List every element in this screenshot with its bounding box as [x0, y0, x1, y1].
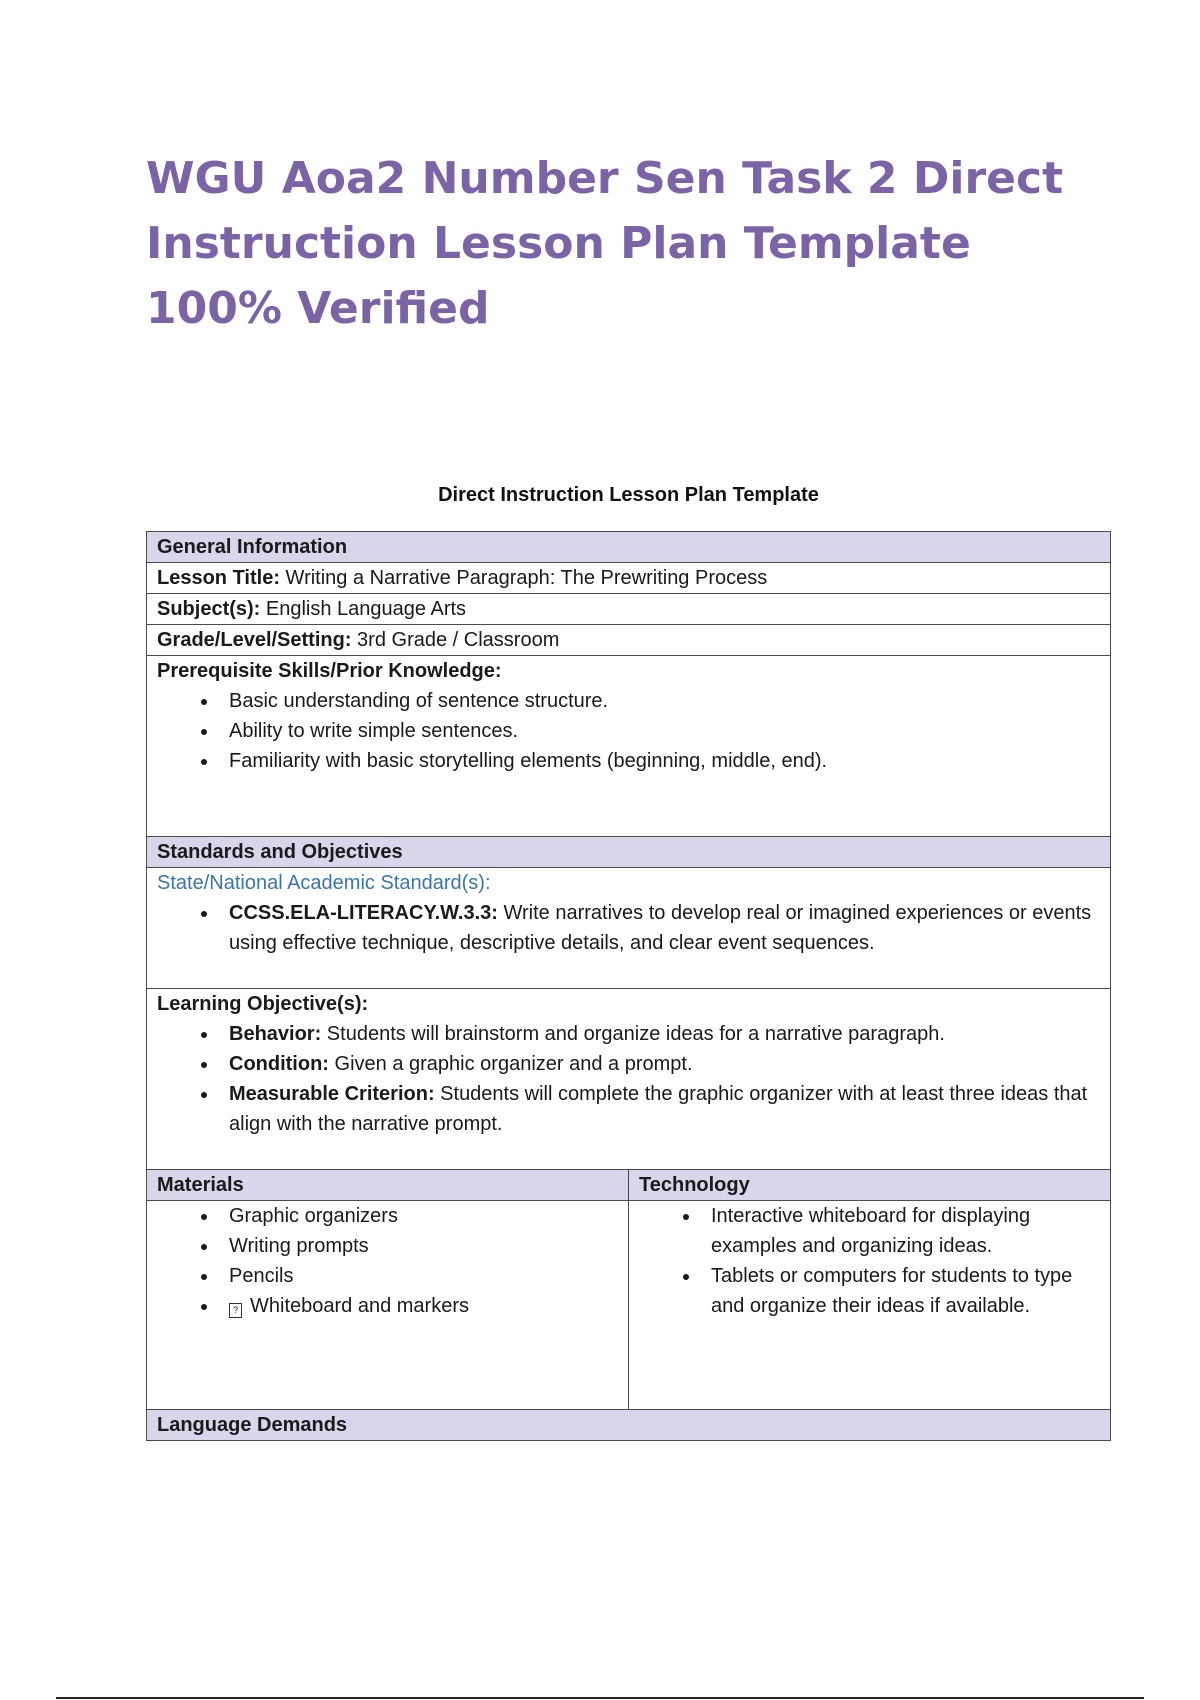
document-title: WGU Aoa2 Number Sen Task 2 Direct Instruction Lesson Plan Template 100% Verified: [146, 153, 1064, 334]
objective-text: Students will complete the graphic organizer with at least three ideas that align with the narrative prompt.: [229, 1083, 1088, 1135]
general-information-heading: General Information: [147, 532, 1111, 563]
list-item: [219, 898, 1100, 958]
technology-list: [639, 1201, 1100, 1321]
list-item: • Writing prompts: [219, 1231, 618, 1261]
list-item: [219, 1079, 1100, 1139]
subjects-value: English Language Arts: [260, 598, 467, 620]
footer-rule: [56, 1697, 1144, 1699]
standard-cell: [147, 868, 1111, 989]
language-demands-heading: Language Demands: [147, 1410, 1111, 1441]
list-item: [219, 1291, 618, 1321]
subjects-cell: [147, 594, 1111, 625]
list-item: • Familiarity with basic storytelling elements (beginning, middle, end).: [219, 746, 1100, 776]
prerequisites-cell: [147, 656, 1111, 837]
objective-text: Given a graphic organizer and a prompt.: [328, 1053, 693, 1075]
objective-label: Behavior:: [229, 1023, 322, 1045]
objective-label: Condition:: [229, 1053, 329, 1075]
objectives-row: [147, 989, 1111, 1170]
materials-list: [157, 1201, 618, 1321]
technology-heading: Technology: [629, 1170, 1111, 1201]
grade-row: [147, 625, 1111, 656]
lesson-title-label: Lesson Title:: [157, 567, 280, 589]
prerequisites-row: [147, 656, 1111, 837]
objective-text: Students will brainstorm and organize ideas for a narrative paragraph.: [321, 1023, 945, 1045]
missing-glyph-box-icon: ?: [229, 1303, 242, 1318]
grade-value: 3rd Grade / Classroom: [351, 629, 560, 651]
lesson-title-cell: [147, 563, 1111, 594]
standards-objectives-row: [147, 837, 1111, 868]
list-item: • Basic understanding of sentence structure.: [219, 686, 1100, 716]
grade-label: Grade/Level/Setting:: [157, 629, 352, 651]
standards-list: [157, 898, 1100, 958]
standards-objectives-heading: Standards and Objectives: [147, 837, 1111, 868]
list-item: • Pencils: [219, 1261, 618, 1291]
materials-technology-row: [147, 1201, 1111, 1410]
materials-heading: Materials: [147, 1170, 629, 1201]
technology-cell: [629, 1201, 1111, 1410]
prerequisites-label: Prerequisite Skills/Prior Knowledge:: [157, 660, 502, 682]
standard-row: [147, 868, 1111, 989]
objectives-list: [157, 1019, 1100, 1139]
language-demands-row: [147, 1410, 1111, 1441]
lesson-title-value: Writing a Narrative Paragraph: The Prewriting Process: [280, 567, 768, 589]
list-item: [219, 1049, 1100, 1079]
list-item: • Ability to write simple sentences.: [219, 716, 1100, 746]
materials-technology-header-row: [147, 1170, 1111, 1201]
lesson-title-row: [147, 563, 1111, 594]
subjects-row: [147, 594, 1111, 625]
standard-code: CCSS.ELA-LITERACY.W.3.3:: [229, 902, 498, 924]
objective-label: Measurable Criterion:: [229, 1083, 435, 1105]
materials-item-text: Whiteboard and markers: [250, 1295, 469, 1317]
prerequisites-list: [157, 686, 1100, 776]
list-item: • Graphic organizers: [219, 1201, 618, 1231]
materials-cell: [147, 1201, 629, 1410]
objectives-label: Learning Objective(s):: [157, 993, 369, 1015]
grade-cell: [147, 625, 1111, 656]
general-information-row: [147, 532, 1111, 563]
list-item: • Tablets or computers for students to type and organize their ideas if available.: [701, 1261, 1100, 1321]
template-heading: Direct Instruction Lesson Plan Template: [438, 484, 819, 506]
objectives-cell: [147, 989, 1111, 1170]
standard-text: Write narratives to develop real or imagined experiences or events using effective technique, descriptive details, and clear event sequences.: [229, 902, 1092, 954]
standard-label: State/National Academic Standard(s):: [157, 872, 491, 894]
list-item: • Interactive whiteboard for displaying examples and organizing ideas.: [701, 1201, 1100, 1261]
list-item: [219, 1019, 1100, 1049]
lesson-plan-table: [146, 531, 1111, 1441]
subjects-label: Subject(s):: [157, 598, 261, 620]
